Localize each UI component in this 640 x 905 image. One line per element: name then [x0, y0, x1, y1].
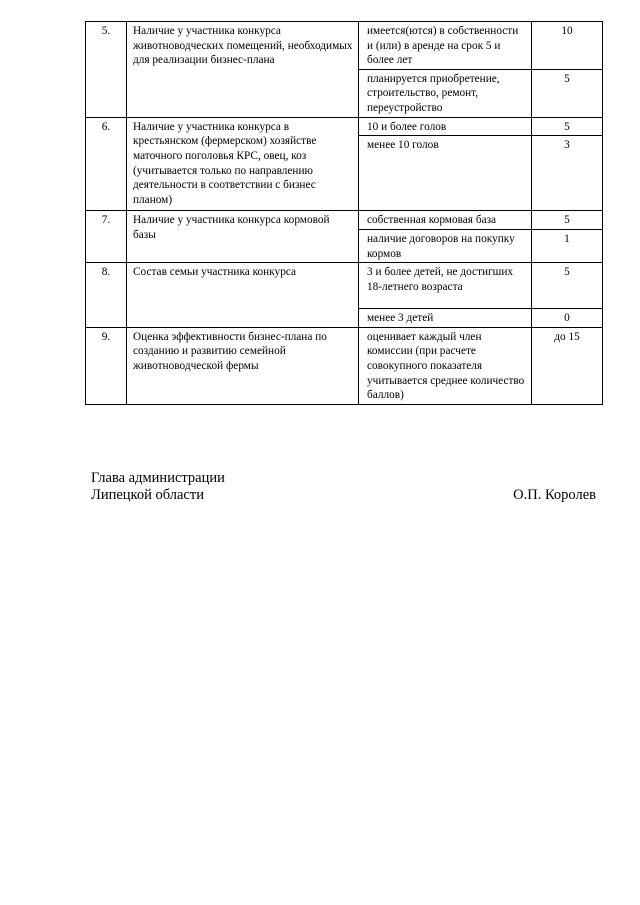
- criterion-cell: Состав семьи участника конкурса: [127, 263, 359, 328]
- score-cell: 5: [532, 69, 603, 117]
- table-row: [86, 263, 603, 309]
- score-cell: до 15: [532, 327, 603, 404]
- criterion-cell: Наличие у участника конкурса в крестьянском (фермерском) хозяйстве маточного поголовья КРС, овец, коз (учитывается только по направлению деятельности в соответствии с бизнес планом): [127, 117, 359, 211]
- condition-cell: наличие договоров на покупку кормов: [359, 229, 532, 262]
- condition-cell: 3 и более детей, не достигших 18-летнего возраста: [359, 263, 532, 309]
- condition-cell: 10 и более голов: [359, 117, 532, 136]
- score-cell: 1: [532, 229, 603, 262]
- condition-cell: собственная кормовая база: [359, 211, 532, 230]
- table-row: [86, 22, 603, 70]
- signer-name: О.П. Королев: [513, 487, 596, 503]
- condition-cell: оценивает каждый член комиссии (при расчете совокупного показателя учитывается среднее количество баллов): [359, 327, 532, 404]
- score-cell: 5: [532, 263, 603, 309]
- condition-cell: менее 10 голов: [359, 136, 532, 211]
- row-number: 6.: [86, 117, 127, 211]
- table-row: [86, 211, 603, 230]
- row-number: 5.: [86, 22, 127, 118]
- criterion-cell: Оценка эффективности бизнес-плана по созданию и развитию семейной животноводческой фермы: [127, 327, 359, 404]
- table-row: [86, 117, 603, 136]
- criterion-cell: Наличие у участника конкурса кормовой базы: [127, 211, 359, 263]
- score-cell: 10: [532, 22, 603, 70]
- condition-cell: менее 3 детей: [359, 309, 532, 328]
- row-number: 9.: [86, 327, 127, 404]
- table-row: [86, 327, 603, 404]
- signature-title-line-2: Липецкой области: [91, 487, 204, 503]
- score-cell: 0: [532, 309, 603, 328]
- score-cell: 5: [532, 117, 603, 136]
- score-cell: 3: [532, 136, 603, 211]
- signature-block: [91, 470, 596, 504]
- criteria-table: [85, 21, 603, 405]
- criterion-cell: Наличие у участника конкурса животноводческих помещений, необходимых для реализации бизнес-плана: [127, 22, 359, 118]
- row-number: 7.: [86, 211, 127, 263]
- condition-cell: имеется(ются) в собственности и (или) в аренде на срок 5 и более лет: [359, 22, 532, 70]
- signature-title-line-1: Глава администрации: [91, 470, 225, 486]
- condition-cell: планируется приобретение, строительство, ремонт, переустройство: [359, 69, 532, 117]
- row-number: 8.: [86, 263, 127, 328]
- score-cell: 5: [532, 211, 603, 230]
